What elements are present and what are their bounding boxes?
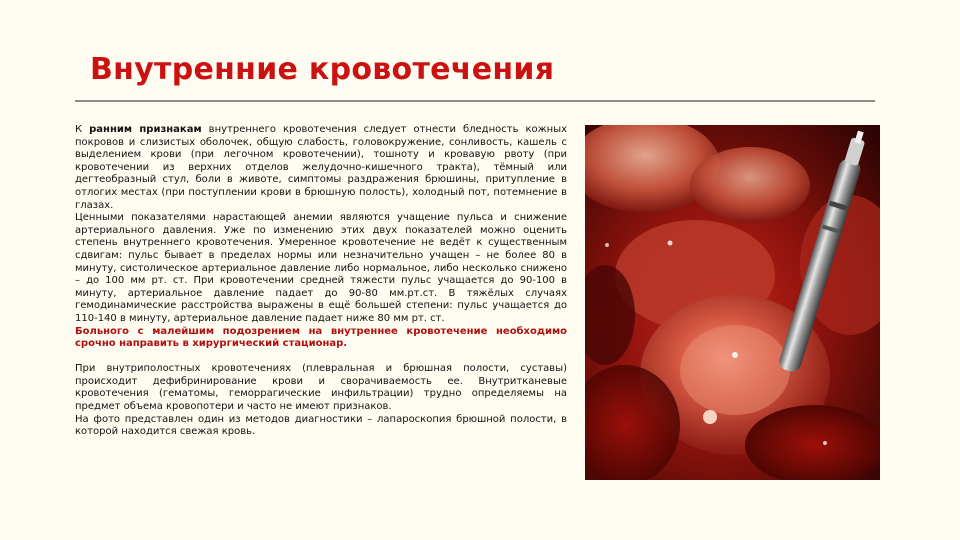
paragraph-early-signs-lead: К — [75, 124, 90, 135]
light-reflection-4 — [823, 441, 827, 445]
paragraph-early-signs — [75, 124, 567, 212]
light-reflection-5 — [605, 243, 609, 247]
title-divider — [75, 100, 875, 102]
organ-highlight — [680, 325, 790, 415]
paragraph-spacer — [75, 351, 567, 364]
upper-tissue-fold — [690, 147, 810, 223]
body-text — [75, 124, 567, 439]
paragraph-photo-caption: На фото представлен один из методов диагностики – лапароскопия брюшной полости, в которой находится свежая кровь. — [75, 413, 567, 438]
early-signs-emphasis: ранним признакам — [89, 124, 202, 135]
laparoscopy-photo — [585, 125, 880, 480]
hospitalization-warning: Больного с малейшим подозрением на внутреннее кровотечение необходимо срочно направить в хирургический стационар. — [75, 325, 567, 350]
light-reflection-2 — [732, 352, 738, 358]
light-reflection-1 — [703, 410, 717, 424]
laparoscopy-illustration — [585, 125, 880, 480]
paragraph-anemia-indicators: Ценными показателями нарастающей анемии являются учащение пульса и снижение артериального давления. Уже по изменению этих двух показателей можно оценить степень внутреннего кровотечения. Умеренное кровотечение не ведёт к существенным сдвигам: пульс бывает в пределах нормы или незначительно учащен – не более 80 в минуту, систолическое артериальное давление либо нормальное, либо несколько снижено – до 100 мм рт. ст. При кровотечении средней тяжести пульс учащается до 90-100 в минуту, артериальное давление падает до 90-80 мм.рт.ст. В тяжёлых случаях гемодинамические расстройства выражены в ещё большей степени: пульс учащается до 110-140 в минуту, артериальное давление падает ниже 80 мм рт. ст. — [75, 212, 567, 324]
paragraph-early-signs-rest: внутреннего кровотечения следует отнести бледность кожных покровов и слизистых оболочек, общую слабость, головокружение, сонливость, кашель с выделением крови (при легочном кровотечении), тошноту и кровавую рвоту (при кровотечении из верхних отделов желудочно-кишечного тракта), тёмный или дегтеобразный стул, боли в животе, симптомы раздражения брюшины, притупление в отлогих местах (при поступлении крови в брюшную полость), холодный пот, потемнение в глазах. — [75, 124, 568, 211]
slide-title: Внутренние кровотечения — [90, 52, 555, 87]
light-reflection-3 — [668, 241, 673, 246]
paragraph-cavity-bleeding: При внутриполостных кровотечениях (плевральная и брюшная полости, суставы) происходит дефибринирование крови и сворачиваемость ее. Внутритканевые кровотечения (гематомы, геморрагические инфильтрации) трудно определяемы на предмет объема кровопотери и часто не имеют признаков. — [75, 363, 567, 413]
